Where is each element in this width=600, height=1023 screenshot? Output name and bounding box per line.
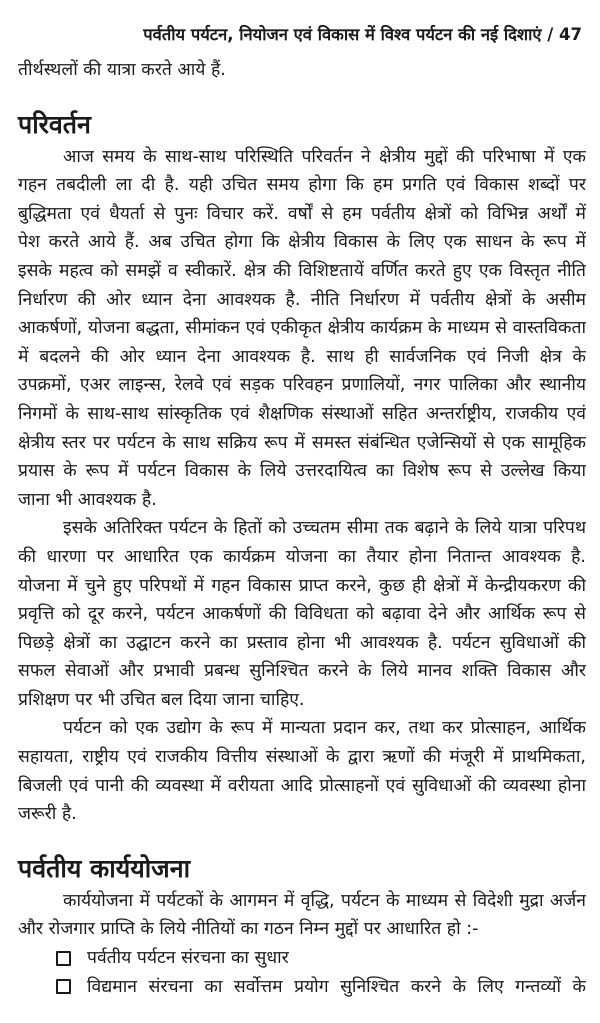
bullet-item [18, 944, 586, 973]
running-header [0, 22, 582, 45]
text-line: प्रयास के रूप में पर्यटन विकास के लिये उत्तरदायित्व का विशेष रूप से उल्लेख किया [18, 461, 586, 482]
text-line: प्रशिक्षण पर भी उचित बल दिया जाना चाहिए. [18, 689, 305, 710]
text-line: आकर्षणों, योजना बद्धता, सीमांकन एवं एकीकृत क्षेत्रीय कार्यक्रम के माध्यम से वास्तविकता [18, 318, 586, 339]
text-line: कार्ययोजना में पर्यटकों के आगमन में वृद्धि, पर्यटन के माध्यम से विदेशी मुद्रा अर्जन [63, 890, 586, 911]
text-line: और रोजगार प्राप्ति के लिये नीतियों का गठन निम्न मुद्दों पर आधारित हो :- [18, 919, 479, 940]
bullet-text: पर्वतीय पर्यटन संरचना का सुधार [87, 948, 289, 969]
text-line: सफल सेवाओं और प्रभावी प्रबन्ध सुनिश्चित करने के लिये मानव शक्ति विकास और [18, 661, 586, 682]
text-line: जाना भी आवश्यक है. [18, 489, 157, 510]
text-line: इसके अतिरिक्त पर्यटन के हितों को उच्चतम सीमा तक बढ़ाने के लिये यात्रा परिपथ [63, 518, 586, 539]
text-line: बुद्धिमता एवं धैयर्ता से पुनः विचार करें. वर्षों से हम पर्वतीय क्षेत्रों को विभिन्न अर्थों में [18, 203, 586, 224]
section-karyayojana-body [18, 887, 586, 944]
section-parivartan-body [18, 143, 586, 829]
text-line: उपक्रमों, एअर लाइन्स, रेलवे एवं सड़क परिवहन प्रणालियों, नगर पालिका और स्थानीय [18, 375, 586, 396]
text-line: इसके महत्व को समझें व स्वीकारें. क्षेत्र की विशिष्टतायें वर्णित करते हुए एक विस्तृत नीति [18, 260, 586, 281]
checkbox-bullet-icon [56, 951, 71, 966]
text-line: पेश करते आये हैं. अब उचित होगा कि क्षेत्रीय विकास के लिए एक साधन के रूप में [18, 232, 586, 253]
text-line: आज समय के साथ-साथ परिस्थिति परिवर्तन ने क्षेत्रीय मुद्दों की परिभाषा में एक [63, 146, 586, 167]
text-line: बिजली एवं पानी की व्यवस्था में वरीयता आदि प्रोत्साहनों एवं सुविधाओं की व्यवस्था होना [18, 775, 586, 796]
text-line: की धारणा पर आधारित एक कार्यक्रम योजना का तैयार होना नितान्त आवश्यक है. [18, 546, 586, 567]
bullet-list [18, 944, 586, 1001]
text-line: योजना में चुने हुए परिपथों में गहन विकास प्राप्त करने, कुछ ही क्षेत्रों में केन्द्रीयकरण की [18, 575, 586, 596]
page-body [18, 56, 586, 1001]
text-line: जरूरी है. [18, 804, 77, 825]
text-line: निर्धारण की ओर ध्यान देना आवश्यक है. नीति निर्धारण में पर्वतीय क्षेत्रों के असीम [18, 289, 586, 310]
checkbox-bullet-icon [56, 979, 71, 994]
header-separator: / [547, 25, 554, 44]
header-title: पर्वतीय पर्यटन, नियोजन एवं विकास में विश्व पर्यटन की नई दिशाएं [143, 25, 542, 44]
text-line: गहन तबदीली ला दी है. यही उचित समय होगा कि हम प्रगति एवं विकास शब्दों पर [18, 175, 586, 196]
text-line: में बदलने की ओर ध्यान देना आवश्यक है. साथ ही सार्वजनिक एवं निजी क्षेत्र के [18, 346, 586, 367]
text-line: सहायता, राष्ट्रीय एवं राजकीय वित्तीय संस्थाओं के द्वारा ऋणों की मंजूरी में प्राथमिकता, [18, 747, 586, 768]
text-line: प्रवृत्ति को दूर करने, पर्यटन आकर्षणों की विविधता को बढ़ावा देने और आर्थिक रूप से [18, 604, 586, 625]
text-line: पिछड़े क्षेत्रों का उद्घाटन करने का प्रस्ताव होना भी आवश्यक है. पर्यटन सुविधाओं की [18, 632, 586, 653]
text-line: क्षेत्रीय स्तर पर पर्यटन के साथ सक्रिय रूप में समस्त संबंन्धित एजेन्सियों से एक सामूहिक [18, 432, 586, 453]
bullet-text: विद्यमान संरचना का सर्वोत्तम प्रयोग सुनिश्चित करने के लिए गन्तव्यों के [87, 976, 586, 997]
section-heading-karyayojana: पर्वतीय कार्ययोजना [18, 853, 191, 883]
text-line: निगमों के साथ-साथ सांस्कृतिक एवं शैक्षणिक संस्थाओं सहित अन्तर्राष्ट्रीय, राजकीय एवं [18, 403, 586, 424]
text-line: पर्यटन को एक उद्योग के रूप में मान्यता प्रदान कर, तथा कर प्रोत्साहन, आर्थिक [63, 718, 586, 739]
page-number: 47 [559, 25, 582, 44]
intro-line: तीर्थस्थलों की यात्रा करते आये हैं. [18, 60, 226, 80]
bullet-item [18, 973, 586, 1002]
section-heading-parivartan: परिवर्तन [18, 109, 91, 139]
